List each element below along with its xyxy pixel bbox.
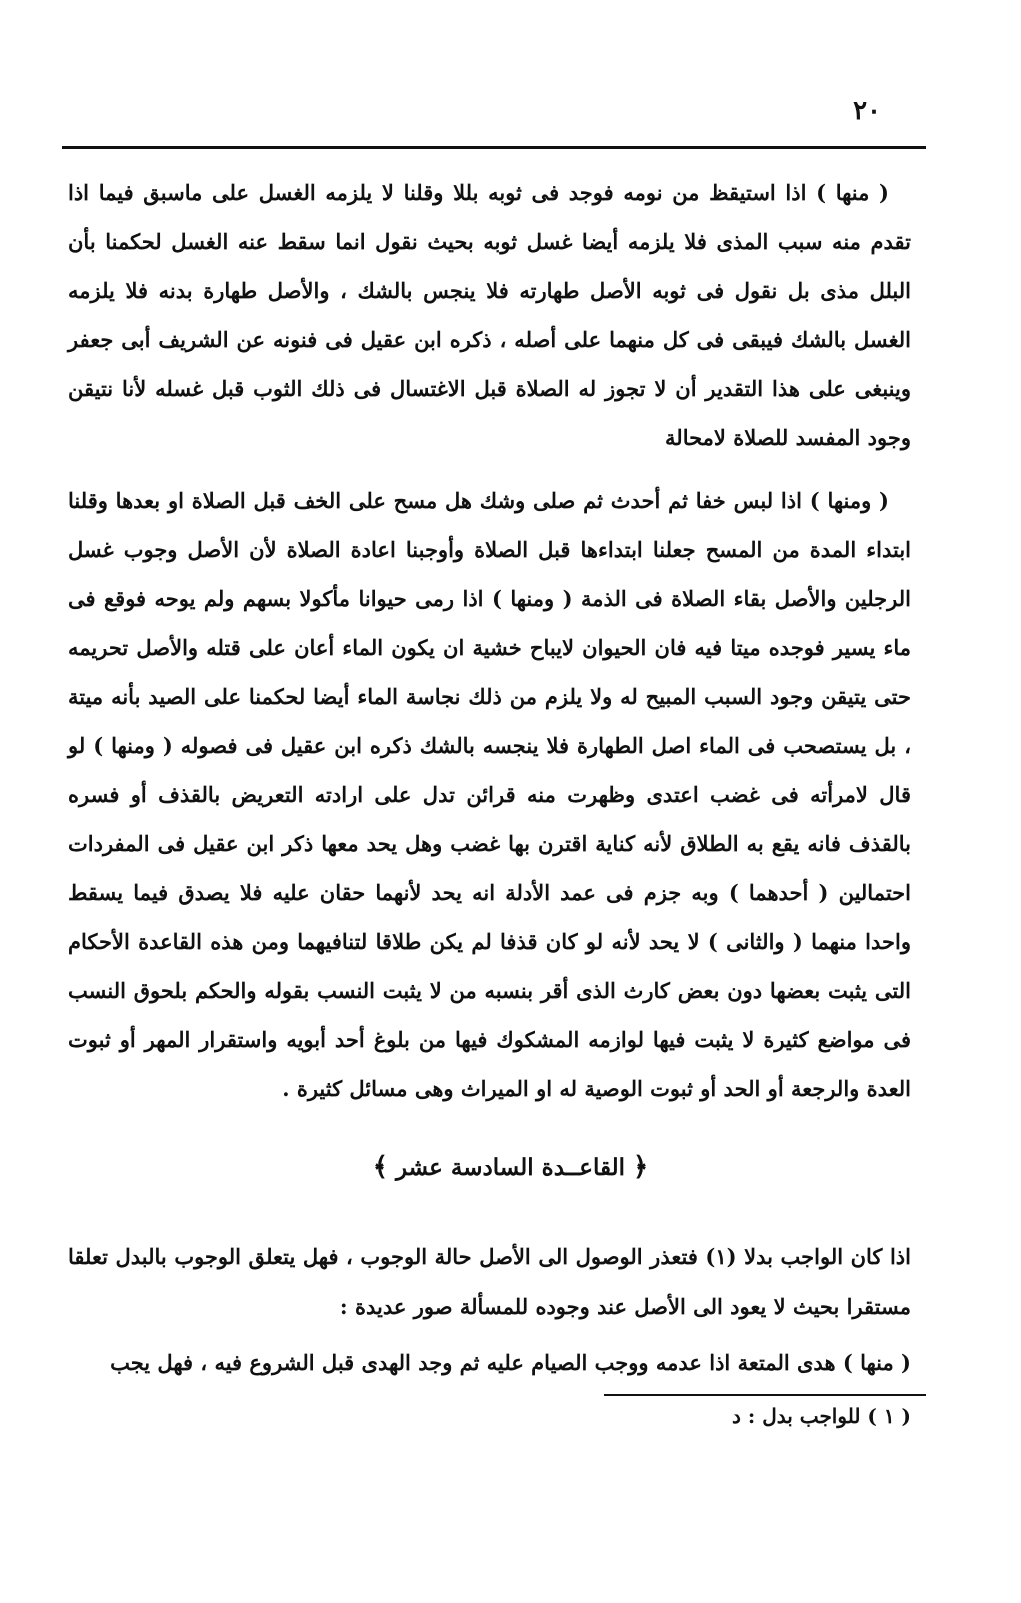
section-text	[68, 1232, 911, 1394]
main-text	[68, 168, 911, 1127]
footnote: ( ١ ) للواجب بدل : د	[732, 1404, 911, 1428]
paragraph-1: ( منها ) اذا استيقظ من نومه فوجد فى ثوبه بللا وقلنا لا يلزمه الغسل على ماسبق فيما اذا تقدم منه سبب المذى فلا يلزمه أيضا غسل ثوبه بحيث نقول انما سقط عنه الغسل لحكمنا بأن البلل مذى بل نقول فى ثوبه الأصل طهارته فلا ينجس بالشك ، والأصل طهارة بدنه فلا يلزمه الغسل بالشك فيبقى فى كل منهما على أصله ، ذكره ابن عقيل فى فنونه عن الشريف أبى جعفر وينبغى على هذا التقدير أن لا تجوز له الصلاة قبل الاغتسال فى ذلك الثوب قبل غسله لأنا نتيقن وجود المفسد للصلاة لامحالة	[68, 180, 911, 450]
left-ornament: ﴿	[633, 1152, 649, 1182]
header-rule	[62, 146, 926, 149]
paragraph-2: ( ومنها ) اذا لبس خفا ثم أحدث ثم صلى وشك هل مسح على الخف قبل الصلاة او بعدها وقلنا ابتداء المدة من المسح جعلنا ابتداءها قبل الصلاة وأوجبنا اعادة الصلاة لأن الأصل وجوب غسل الرجلين والأصل بقاء الصلاة فى الذمة ( ومنها ) اذا رمى حيوانا مأكولا بسهم ولم يوحه فوقع فى ماء يسير فوجده ميتا فيه فان الحيوان لايباح خشية ان يكون الماء أعان على قتله والأصل تحريمه حتى يتيقن وجود السبب المبيح له ولا يلزم من ذلك نجاسة الماء أيضا لحكمنا على الصيد بأنه ميتة ، بل يستصحب فى الماء اصل الطهارة فلا ينجسه بالشك ذكره ابن عقيل فى فصوله ( ومنها ) لو قال لامرأته فى غضب اعتدى وظهرت منه قرائن تدل على ارادته التعريض بالقذف أو فسره بالقذف فانه يقع به الطلاق لأنه كناية اقترن بها غضب وهل يحد معها ذكر ابن عقيل فى المفردات احتمالين ( أحدهما ) وبه جزم فى عمد الأدلة انه يحد لأنهما حقان عليه فلا يصدق فيما يسقط واحدا منهما ( والثانى ) لا يحد لأنه لو كان قذفا لم يكن طلاقا لتنافيهما ومن هذه القاعدة الأحكام التى يثبت بعضها دون بعض كارث الذى أقر بنسبه من لا يثبت النسب بقوله والحكم بلحوق النسب فى مواضع كثيرة لا يثبت فيها لوازمه المشكوك فيها من بلوغ أحد أبويه واستقرار المهر أو ثبوت العدة والرجعة أو الحد أو ثبوت الوصية له او الميراث وهى مسائل كثيرة .	[68, 488, 911, 1101]
section-paragraph-1: اذا كان الواجب بدلا (١) فتعذر الوصول الى الأصل حالة الوجوب ، فهل يتعلق الوجوب بالبدل تعلقا مستقرا بحيث لا يعود الى الأصل عند وجوده للمسألة صور عديدة :	[68, 1244, 911, 1319]
page-number: ٢٠	[853, 96, 881, 126]
right-ornament: ﴾	[372, 1152, 388, 1182]
section-heading-text: القاعــدة السادسة عشر	[395, 1154, 626, 1181]
section-heading	[0, 1152, 1021, 1182]
section-paragraph-2: ( منها ) هدى المتعة اذا عدمه ووجب الصيام عليه ثم وجد الهدى قبل الشروع فيه ، فهل يجب	[110, 1350, 911, 1375]
footnote-rule	[604, 1394, 926, 1396]
